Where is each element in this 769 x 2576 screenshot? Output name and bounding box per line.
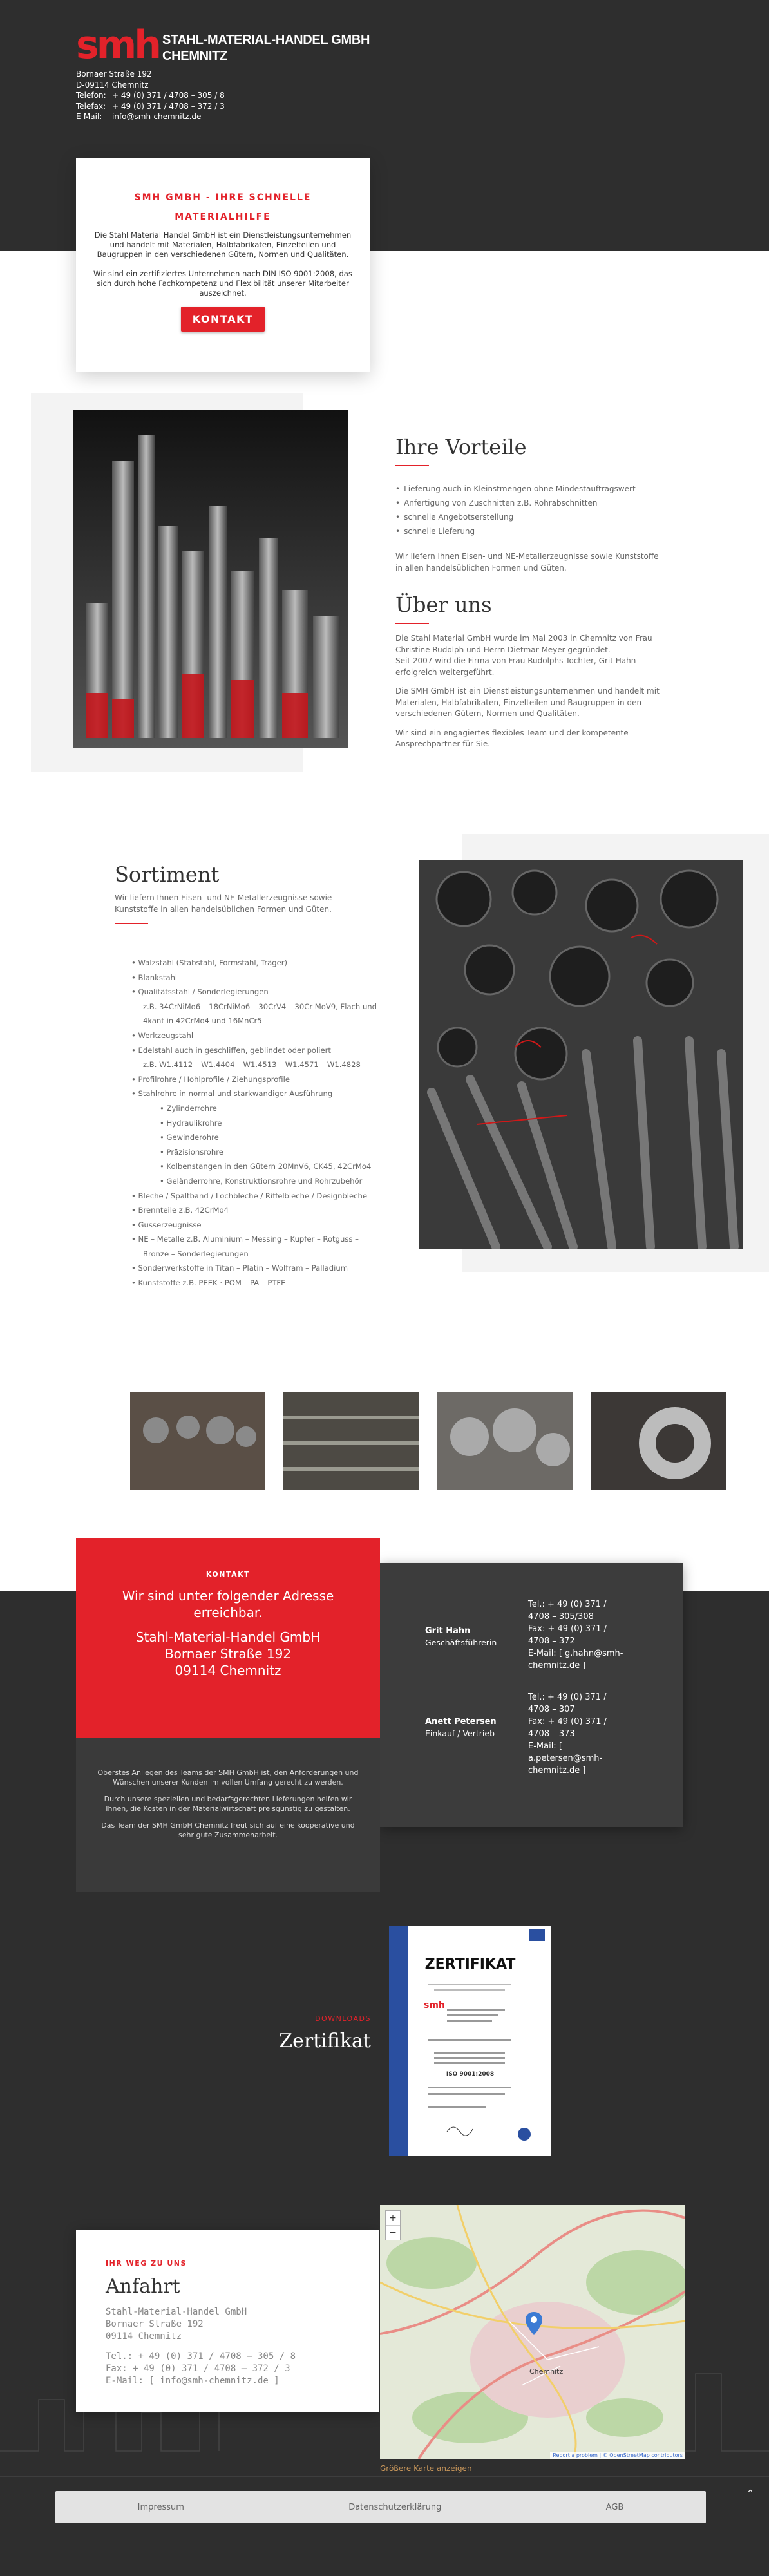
email-link[interactable]: E-Mail: [ a.petersen@smh- chemnitz.de ] (528, 1741, 603, 1776)
list-item: • Anfertigung von Zuschnitten z.B. Rohrabschnitten (395, 496, 666, 510)
title-underline (395, 623, 429, 624)
sub-list-item: • Geländerrohre, Konstruktionsrohre und Rohrzubehör (131, 1174, 395, 1189)
svg-text:smh: smh (424, 2000, 445, 2011)
list-item-continued: z.B. 34CrNiMo6 – 18CrNiMo6 – 30CrV4 – 30Cr MoV9, Flach und 4kant in 42CrMo4 und 16MnCr5 (143, 1001, 377, 1026)
vorteile-title: Ihre Vorteile (395, 435, 527, 459)
list-item: • Blankstahl (131, 971, 395, 985)
list-item: • Edelstahl auch in geschliffen, geblindet oder poliert (131, 1043, 395, 1058)
vorteile-text: Wir liefern Ihnen Eisen- und NE-Metallerzeugnisse sowie Kunststoffe in allen handelsüblichen Formen und Güten. (395, 552, 659, 573)
sortiment-header (115, 860, 398, 940)
ueber-text-3: Die SMH GmbH ist ein Dienstleistungsunternehmen und handelt mit Materialen, Halbfabrikaten, Einzelteilen und Baugruppen in den verschiedenen Gütern, Normen und Qualitäten. (395, 687, 660, 718)
sub-list-item: • Hydraulikrohre (131, 1116, 395, 1131)
list-item: • Werkzeugstahl (131, 1028, 395, 1043)
location-map[interactable] (380, 2205, 685, 2459)
sub-list-item: • Präzisionsrohre (131, 1145, 395, 1160)
header-email-link[interactable]: info@smh-chemnitz.de (112, 112, 202, 121)
contact-person: Grit Hahn Geschäftsführerin (425, 1626, 497, 1647)
ueber-text-2: Seit 2007 wird die Firma von Frau Rudolphs Tochter, Grit Hahn erfolgreich weitergeführt. (395, 656, 636, 677)
list-item: • Lieferung auch in Kleinstmengen ohne Mindestauftragswert (395, 482, 666, 496)
list-item: • Gusserzeugnisse (131, 1218, 395, 1233)
intro-text-1: Die Stahl Material Handel GmbH ist ein Dienstleistungsunternehmen und handelt mit Materialen, Halbfabrikaten, Einzelteilen und Baugruppen in den verschiedenen Gütern, Normen und Qualitäten. (94, 231, 352, 259)
intro-text-2: Wir sind ein zertifiziertes Unternehmen nach DIN ISO 9001:2008, das sich durch hohe Fachkompetenz und Flexibilität unserer Mitarbeiter auszeichnet. (93, 269, 352, 298)
map-attribution[interactable]: Report a problem | © OpenStreetMap contributors (550, 2452, 685, 2459)
email-link[interactable]: E-Mail: [ info@smh-chemnitz.de ] (106, 2376, 280, 2386)
ueber-title: Über uns (395, 592, 492, 617)
certificate-iso: ISO 9001:2008 (446, 2071, 495, 2078)
list-item: • Profilrohre / Hohlprofile / Ziehungsprofile (131, 1072, 395, 1087)
steel-bars-photo (73, 410, 348, 748)
title-underline (115, 923, 148, 924)
zertifikat-heading: DOWNLOADS Zertifikat (279, 2014, 371, 2052)
scroll-to-top-button[interactable]: ⌃ (741, 2485, 760, 2504)
impressum-link[interactable]: Impressum (137, 2502, 184, 2512)
title-underline (395, 465, 429, 466)
address-box: KONTAKT Wir sind unter folgender Adresse erreichbar. Stahl-Material-Handel GmbH Bornaer Straße 192 09114 Chemnitz (76, 1538, 380, 1738)
contact-person: Anett Petersen Einkauf / Vertrieb (425, 1717, 497, 1738)
list-item: • Bleche / Spaltband / Lochbleche / Riffelbleche / Designbleche (131, 1189, 395, 1204)
map-pin-icon[interactable] (526, 2312, 542, 2335)
footer-nav (55, 2491, 706, 2523)
certificate-title: ZERTIFIKAT (424, 1956, 516, 1973)
company-name: STAHL-MATERIAL-HANDEL GMBH CHEMNITZ (162, 33, 370, 63)
list-item-continued: Bronze – Sonderlegierungen (143, 1249, 249, 1258)
gallery-image[interactable] (437, 1392, 573, 1490)
vorteile-list (395, 482, 666, 538)
gallery-image[interactable] (283, 1392, 419, 1490)
vorteile-section (395, 433, 666, 750)
datenschutz-link[interactable]: Datenschutzerklärung (348, 2502, 442, 2512)
header-address: Bornaer Straße 192 D-09114 Chemnitz Telefon: + 49 (0) 371 / 4708 – 305 / 8 Telefax: + 49 (0) 371 / 4708 – 372 / 3 E-Mail: info@smh-chemnitz.de (76, 70, 225, 121)
list-item: • Walzstahl (Stabstahl, Formstahl, Träger) (131, 956, 395, 971)
sortiment-list (131, 956, 395, 1291)
sub-list-item: • Kolbenstangen in den Gütern 20MnV6, CK45, 42CrMo4 (131, 1159, 395, 1174)
certificate-document[interactable] (389, 1926, 551, 2156)
anfahrt-card: IHR WEG ZU UNS Anfahrt Stahl-Material-Handel GmbH Bornaer Straße 192 09114 Chemnitz Tel.: + 49 (0) 371 / 4708 – 305 / 8 Fax: + 49 (0) 371 / 4708 – 372 / 3 E-Mail: [ info@smh-chemnitz.de ] (76, 2230, 379, 2412)
steel-pipes-photo (419, 860, 743, 1249)
zoom-out-button[interactable]: − (386, 2225, 400, 2240)
agb-link[interactable]: AGB (605, 2502, 624, 2512)
larger-map-link[interactable]: Größere Karte anzeigen (380, 2464, 472, 2473)
list-item: • schnelle Angebotserstellung (395, 510, 666, 524)
list-item: • Brennteile z.B. 42CrMo4 (131, 1203, 395, 1218)
ueber-text-1: Die Stahl Material GmbH wurde im Mai 2003 in Chemnitz von Frau Christine Rudolph und Herrn Dietmar Meyer gegründet. (395, 634, 652, 654)
list-item: • Sonderwerkstoffe in Titan – Platin – Wolfram – Palladium (131, 1261, 395, 1276)
sub-list-item: • Zylinderrohre (131, 1101, 395, 1116)
sortiment-intro: Wir liefern Ihnen Eisen- und NE-Metallerzeugnisse sowie Kunststoffe in allen handelsüblichen Formen und Güten. (115, 893, 332, 914)
ueber-text-4: Wir sind ein engagiertes flexibles Team und der kompetente Ansprechpartner für Sie. (395, 728, 629, 748)
contact-person-details: Tel.: + 49 (0) 371 / 4708 – 307 Fax: + 49 (0) 371 / 4708 – 373 E-Mail: [ a.petersen@smh- chemnitz.de ] (528, 1691, 631, 1777)
list-item: • NE – Metalle z.B. Aluminium – Messing – Kupfer – Rotguss – (131, 1232, 395, 1247)
gallery-image[interactable] (591, 1392, 726, 1490)
team-statement: Oberstes Anliegen des Teams der SMH GmbH ist, den Anforderungen und Wünschen unserer Kunden im vollen Umfang gerecht zu werden. Durch unsere speziellen und bedarfsgerechten Lieferungen helfen wir Ihnen, die Kosten in der Materialwirtschaft preisgünstig zu gestalten. Das Team der SMH GmbH Chemnitz freut sich auf eine kooperative und sehr gute Zusammenarbeit. (76, 1738, 380, 1892)
email-link[interactable]: E-Mail: [ g.hahn@smh- chemnitz.de ] (528, 1649, 623, 1671)
list-item-continued: z.B. W1.4112 – W1.4404 – W1.4513 – W1.4571 – W1.4828 (143, 1060, 361, 1070)
intro-card (76, 158, 370, 372)
kontakt-button[interactable]: KONTAKT (181, 307, 265, 332)
list-item: • Kunststoffe z.B. PEEK · POM – PA – PTFE (131, 1276, 395, 1291)
svg-text:smh: smh (76, 24, 159, 68)
smh-logo[interactable] (75, 24, 162, 68)
zoom-in-button[interactable]: + (389, 2213, 397, 2223)
contact-person-details: Tel.: + 49 (0) 371 / 4708 – 305/308 Fax: + 49 (0) 371 / 4708 – 372 E-Mail: [ g.hahn@smh- chemnitz.de ] (528, 1598, 631, 1672)
intro-title: SMH GMBH - IHRE SCHNELLE MATERIALHILFE (134, 193, 312, 222)
sortiment-title: Sortiment (115, 862, 220, 887)
gallery-image[interactable] (130, 1392, 265, 1490)
sub-list-item: • Gewinderohre (131, 1130, 395, 1145)
map-zoom-control[interactable] (385, 2210, 401, 2240)
list-item: • schnelle Lieferung (395, 524, 666, 538)
map-city-label: Chemnitz (529, 2367, 564, 2376)
list-item: • Qualitätsstahl / Sonderlegierungen (131, 985, 395, 999)
list-item: • Stahlrohre in normal und starkwandiger Ausführung (131, 1086, 395, 1101)
